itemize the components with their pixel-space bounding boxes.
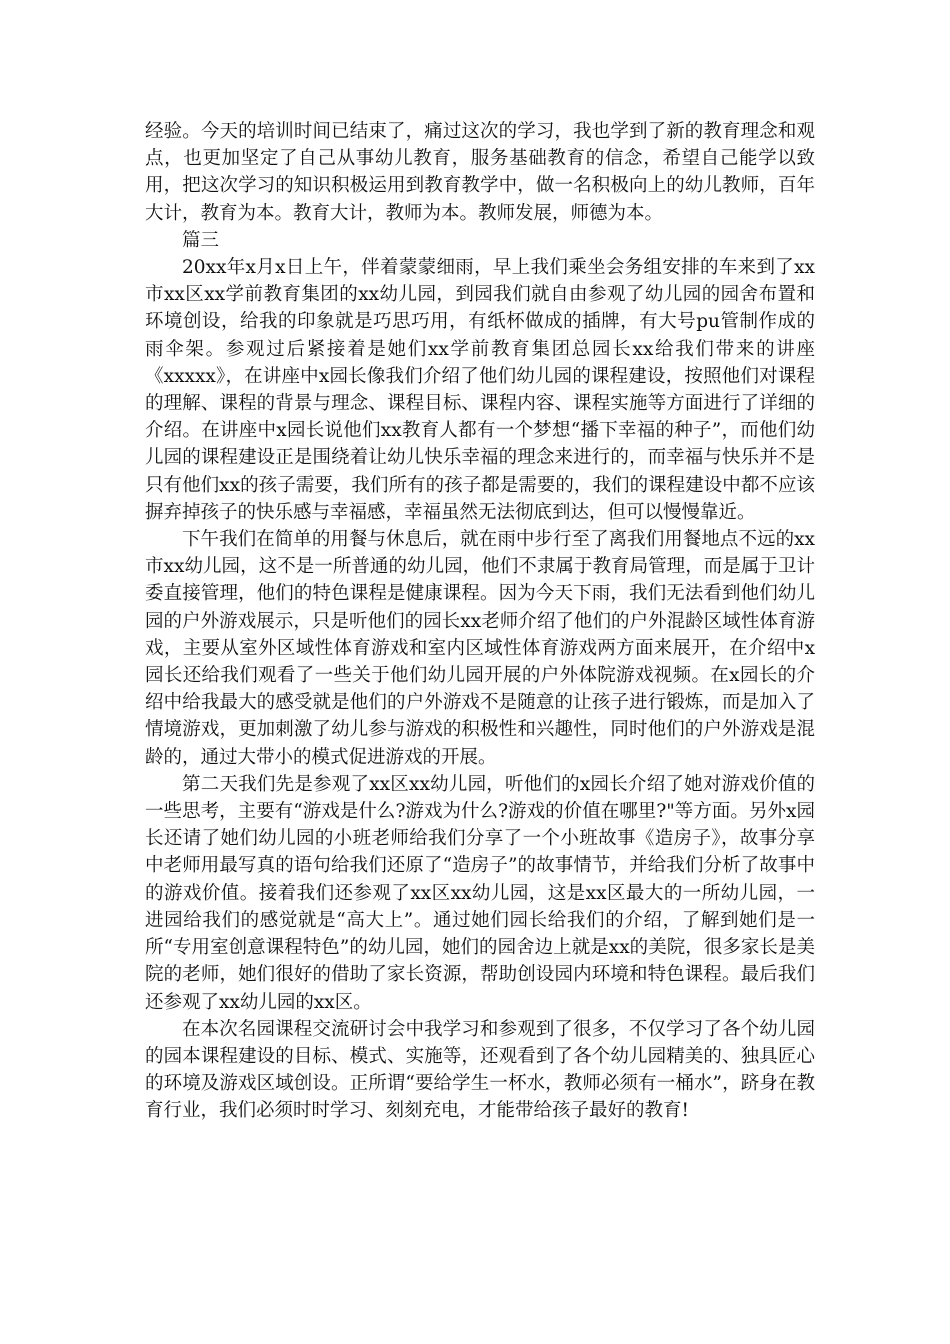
paragraph-5: 第二天我们先是参观了xx区xx幼儿园，听他们的x园长介绍了她对游戏价值的一些思考，主要有“游戏是什么?游戏为什么?游戏的价值在哪里?"等方面。另外x园长还请了她们幼儿园的小班老师给我们分享了一个小班故事《造房子》，故事分享中老师用最写真的语句给我们还原了“造房子”的故事情节，并给我们分析了故事中的游戏价值。接着我们还参观了xx区xx幼儿园，这是xx区最大的一所幼儿园，一进园给我们的感觉就是“高大上”。通过她们园长给我们的介绍，了解到她们是一所“专用室创意课程特色”的幼儿园，她们的园舍边上就是xx的美院，很多家长是美院的老师，她们很好的借助了家长资源，帮助创设园内环境和特色课程。最后我们还参观了xx幼儿园的xx区。 xyxy=(145,773,815,1013)
section-heading: 篇三 xyxy=(182,229,220,251)
paragraph-4: 下午我们在简单的用餐与休息后，就在雨中步行至了离我们用餐地点不远的xx市xx幼儿园，这不是一所普通的幼儿园，他们不隶属于教育局管理，而是属于卫计委直接管理，他们的特色课程是健康课程。因为今天下雨，我们无法看到他们幼儿园的户外游戏展示，只是听他们的园长xx老师介绍了他们的户外混龄区域性体育游戏，主要从室外区域性体育游戏和室内区域性体育游戏两方面来展开，在介绍中x园长还给我们观看了一些关于他们幼儿园开展的户外体院游戏视频。在x园长的介绍中给我最大的感受就是他们的户外游戏不是随意的让孩子进行锻炼，而是加入了情境游戏，更加刺激了幼儿参与游戏的积极性和兴趣性，同时他们的户外游戏是混龄的，通过大带小的模式促进游戏的开展。 xyxy=(145,529,815,768)
paragraph-1: 经验。今天的培训时间已结束了，痛过这次的学习，我也学到了新的教育理念和观点，也更加坚定了自己从事幼儿教育，服务基础教育的信念，希望自己能学以致用，把这次学习的知识积极运用到教育教学中，做一名积极向上的幼儿教师，百年大计，教育为本。教育大计，教师为本。教师发展，师德为本。 xyxy=(145,121,815,224)
paragraph-3: 20xx年x月x日上午，伴着蒙蒙细雨，早上我们乘坐会务组安排的车来到了xx市xx区xx学前教育集团的xx幼儿园，到园我们就自由参观了幼儿园的园舍布置和环境创设，给我的印象就是巧思巧用，有纸杯做成的插牌，有大号pu管制作成的雨伞架。参观过后紧接着是她们xx学前教育集团总园长xx给我们带来的讲座《xxxxx》，在讲座中x园长像我们介绍了他们幼儿园的课程建设，按照他们对课程的理解、课程的背景与理念、课程目标、课程内容、课程实施等方面进行了详细的介绍。在讲座中x园长说他们xx教育人都有一个梦想“播下幸福的种子”，而他们幼儿园的课程建设正是围绕着让幼儿快乐幸福的理念来进行的，而幸福与快乐并不是只有他们xx的孩子需要，我们所有的孩子都是需要的，我们的课程建设中都不应该摒弃掉孩子的快乐感与幸福感，幸福虽然无法彻底到达，但可以慢慢靠近。 xyxy=(145,257,815,523)
paragraph-6: 在本次名园课程交流研讨会中我学习和参观到了很多，不仅学习了各个幼儿园的园本课程建设的目标、模式、实施等，还观看到了各个幼儿园精美的、独具匠心的环境及游戏区域创设。正所谓“要给学生一杯水，教师必须有一桶水”，跻身在教育行业，我们必须时时学习、刻刻充电，才能带给孩子最好的教育! xyxy=(145,1018,815,1122)
document-body xyxy=(145,118,815,1125)
